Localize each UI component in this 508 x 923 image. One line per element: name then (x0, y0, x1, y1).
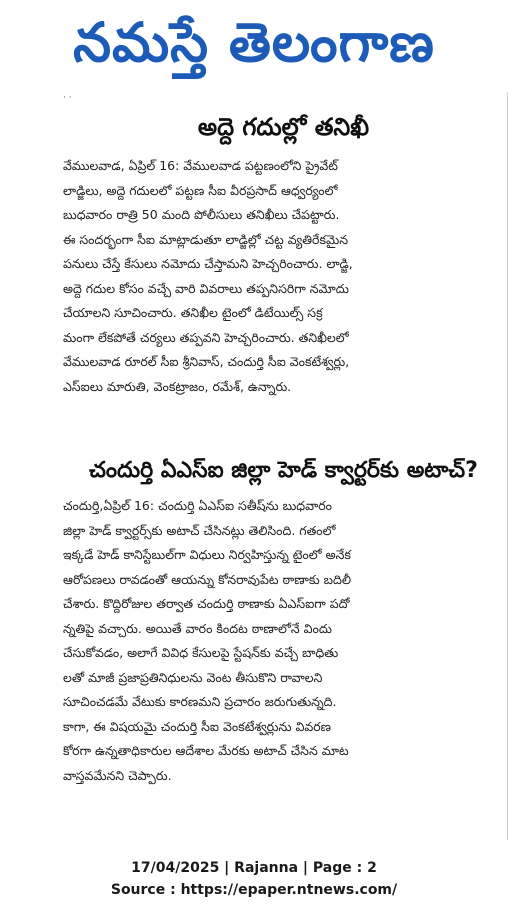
article-2-body (63, 494, 505, 834)
article-2-line: జిల్లా హెడ్ క్వార్టర్స్‌కు అటాచ్ చేసినట్లు తెలిసింది. గతంలో (63, 522, 336, 538)
newspaper-masthead: నమస్తే తెలంగాణ (73, 11, 435, 74)
article-2-line: చందుర్తి,ఏప్రిల్ 16: చందుర్తి ఏఎస్ఐ సతీష్‌ను బుధవారం (63, 498, 332, 513)
article-1-line: వేములవాడ రూరల్ సీఐ శ్రీనివాస్, చందుర్తి సీఐ వెంకటేశ్వర్లు, (63, 354, 350, 369)
article-1-headline: అద్దె గదుల్లో తనిఖీ (197, 113, 370, 141)
footer-date-line: 17/04/2025 | Rajanna | Page : 2 (131, 860, 377, 876)
article-2-line: చేశారు. కొద్దిరోజుల తర్వాత చందుర్తి ఠాణాకు ఏఎస్ఐగా పదో (63, 596, 350, 611)
article-1-line: ఈ సందర్భంగా సీఐ మాట్లాడుతూ లాడ్జిల్లో చట్ట వ్యతిరేకమైన (63, 231, 348, 247)
article-2-line: చేసుకోవడం, అలాగే వివిధ కేసులపై స్టేషన్‌కు వచ్చే బాధితు (63, 645, 339, 660)
article-1-line: పనులు చేస్తే కేసులు నమోదు చేస్తామని హెచ్చరించారు. లాడ్జి, (63, 256, 353, 271)
article-2-line: ఆరోపణలు రావడంతో ఆయన్ను కోనరావుపేట ఠాణాకు బదిలీ (63, 571, 352, 587)
article-2-line: సూచించడమే వేటుకు కారణమని ప్రచారం జరుగుతున్నది. (63, 694, 337, 709)
news-clipping (57, 92, 508, 840)
article-1-line: వేములవాడ, ఏప్రిల్ 16: వేములవాడ పట్టణంలోని ప్రైవేట్ (63, 158, 338, 173)
article-1-line: బుధవారం రాత్రి 50 మంది పోలీసులు తనిఖీలు చేపట్టారు. (63, 207, 340, 222)
article-2-line: కాగా, ఈ విషయమై చందుర్తి సీఐ వెంకటేశ్వర్లును వివరణ (63, 718, 332, 734)
article-2-line: లతో మాజీ ప్రజాప్రతినిధులను వెంట తీసుకొని రావాలని (63, 669, 323, 685)
article-2-line: వాస్తవమేనని చెప్పారు. (63, 767, 172, 783)
article-1-line: చేయాలని సూచించారు. తనిఖీల టైంలో డిటేయిల్స్ సక్ర (63, 305, 323, 320)
article-2-line: న్నతిపై వచ్చారు. అయితే వారం కిందట ఠాణాలోనే విందు (63, 620, 332, 636)
footer-source-line: Source : https://epaper.ntnews.com/ (110, 882, 398, 898)
article-1-body (63, 154, 505, 444)
article-1-line: మంగా లేకపోతే చర్యలు తప్పవని హెచ్చరించారు. తనిఖీలలో (63, 329, 349, 345)
article-1-line: లాడ్జిలు, అద్దె గదులలో పట్టణ సీఐ వీరప్రసాద్ ఆధ్వర్యంలో (63, 182, 338, 198)
article-1-line: ఎస్ఐలు మారుతి, వెంకట్రాజం, రమేశ్, ఉన్నారు. (63, 378, 292, 394)
clip-edge-mark: · · (63, 93, 72, 103)
article-2-line: ఇక్కడే హెడ్ కానిస్టేబుల్‌గా విధులు నిర్వహిస్తున్న టైంలో అనేక (63, 547, 351, 562)
article-1-line: అద్దె గదుల కోసం వచ్చే వారి వివరాలు తప్పనిసరిగా నమోదు (63, 280, 349, 296)
article-2-headline: చందుర్తి ఏఎస్ఐ జిల్లా హెడ్ క్వార్టర్‌కు అటాచ్? (89, 458, 478, 483)
article-2-line: కోరగా ఉన్నతాధికారుల ఆదేశాల మేరకు అటాచ్ చేసిన మాట (63, 743, 349, 758)
